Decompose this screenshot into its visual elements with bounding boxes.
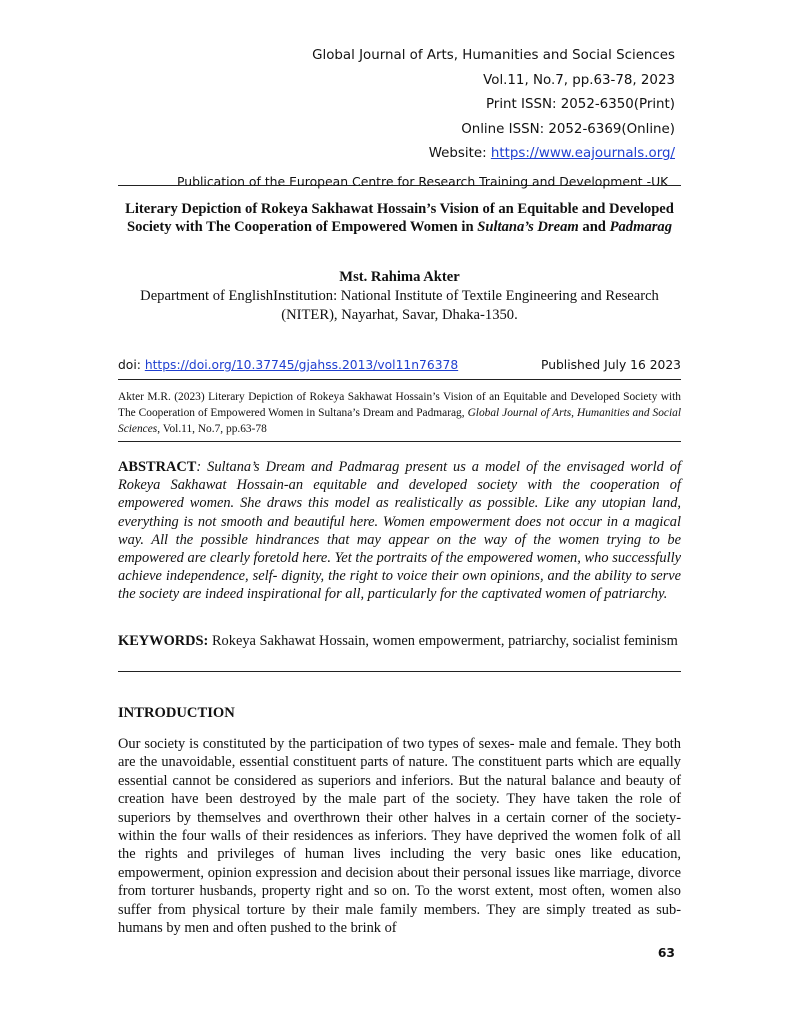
section-heading-introduction: INTRODUCTION	[118, 705, 235, 721]
introduction-paragraph: Our society is constituted by the participation of two types of sexes- male and female. They both are the unavoidable, essential constituent parts of nature. The constituent parts which are equally essential cannot be considered as superiors and inferiors. But the natural balance and beauty of creation have been destroyed by the male part of the society. They have taken the role of superiors by themselves and overthrown their other halves in a certain corner of the society- within the four walls of their residences as inferiors. They have deprived the women folk of all the rights and privileges of human lives including the very basic ones like education, empowerment, opinion expression and decision about their personal issues like marriage, divorce from torturer husbands, property right and so on. To the worst extent, most often, women also suffer from physical torture by their male family members. They are simply treated as sub-humans by men and often pushed to the brink of	[118, 736, 681, 937]
print-issn: Print ISSN: 2052-6350(Print)	[485, 97, 675, 112]
title-italic-padmarag: Padmarag	[609, 218, 673, 235]
publisher-line: Publication of the European Centre for Research Training and Development -UK	[177, 174, 669, 189]
citation-journal: Global Journal of Arts, Humanities and Social Sciences	[118, 407, 681, 435]
author-name: Mst. Rahima Akter	[339, 269, 460, 285]
published-date: Published July 16 2023	[541, 358, 681, 372]
abstract-text: : Sultana’s Dream and Padmarag present us a model of the envisaged world of Rokeya Sakhawat Hossain-an equitable and developed society with the cooperation of empowered women. She draws this model as realistically as possible. Like any utopian land, everything is not smooth and beautiful here. Women empowerment does not occur in a magical way. All the possible hindrances that may appear on the way of the women trying to be empowered are clearly foretold here. Yet the portraits of the empowered women, who successfully achieve independence, self- dignity, the right to voice their own opinions, and the ability to serve the society are indeed inspirational for all, particularly for the captivated women of patriarchy.	[118, 459, 681, 603]
online-issn: Online ISSN: 2052-6369(Online)	[461, 121, 675, 137]
doi-link[interactable]: https://doi.org/10.37745/gjahss.2013/vol11n76378	[144, 358, 459, 372]
running-header	[312, 44, 675, 167]
doi-row	[118, 358, 681, 372]
citation-top-divider	[118, 379, 681, 380]
volume-info: Vol.11, No.7, pp.63-78, 2023	[483, 72, 675, 88]
title-text-and: and	[578, 218, 610, 235]
website-link[interactable]: https://www.eajournals.org/	[490, 146, 675, 161]
keywords-divider	[118, 671, 681, 672]
title-text: Literary Depiction of Rokeya Sakhawat Hossain’s Vision of an Equitable and Developed Society with The Cooperation of Empowered Women in	[125, 201, 674, 235]
header-divider	[118, 185, 681, 186]
author-affiliation: Department of EnglishInstitution: National Institute of Textile Engineering and Research (NITER), Nayarhat, Savar, Dhaka-1350.	[140, 288, 659, 323]
keywords-text: Rokeya Sakhawat Hossain, women empowerment, patriarchy, socialist feminism	[208, 633, 678, 649]
website-line	[312, 142, 675, 167]
citation-block	[118, 389, 681, 437]
page-number: 63	[657, 946, 675, 960]
keywords-label: KEYWORDS:	[118, 633, 209, 649]
article-title	[118, 201, 681, 236]
journal-name: Global Journal of Arts, Humanities and Social Sciences	[312, 48, 675, 63]
abstract-label: ABSTRACT	[118, 459, 197, 475]
website-label: Website:	[428, 146, 491, 161]
abstract-paragraph	[118, 458, 681, 604]
doi-label: doi:	[118, 358, 145, 372]
citation-volume: , Vol.11, No.7, pp.63-78	[157, 423, 267, 435]
title-italic-sultanas-dream: Sultana’s Dream	[477, 218, 579, 235]
citation-text: Akter M.R. (2023) Literary Depiction of Rokeya Sakhawat Hossain’s Vision of an Equitable and Developed Society with The Cooperation of Empowered Women in Sultana’s Dream and Padmarag,	[118, 391, 681, 419]
keywords-paragraph	[118, 632, 681, 650]
citation-bottom-divider	[118, 441, 681, 442]
